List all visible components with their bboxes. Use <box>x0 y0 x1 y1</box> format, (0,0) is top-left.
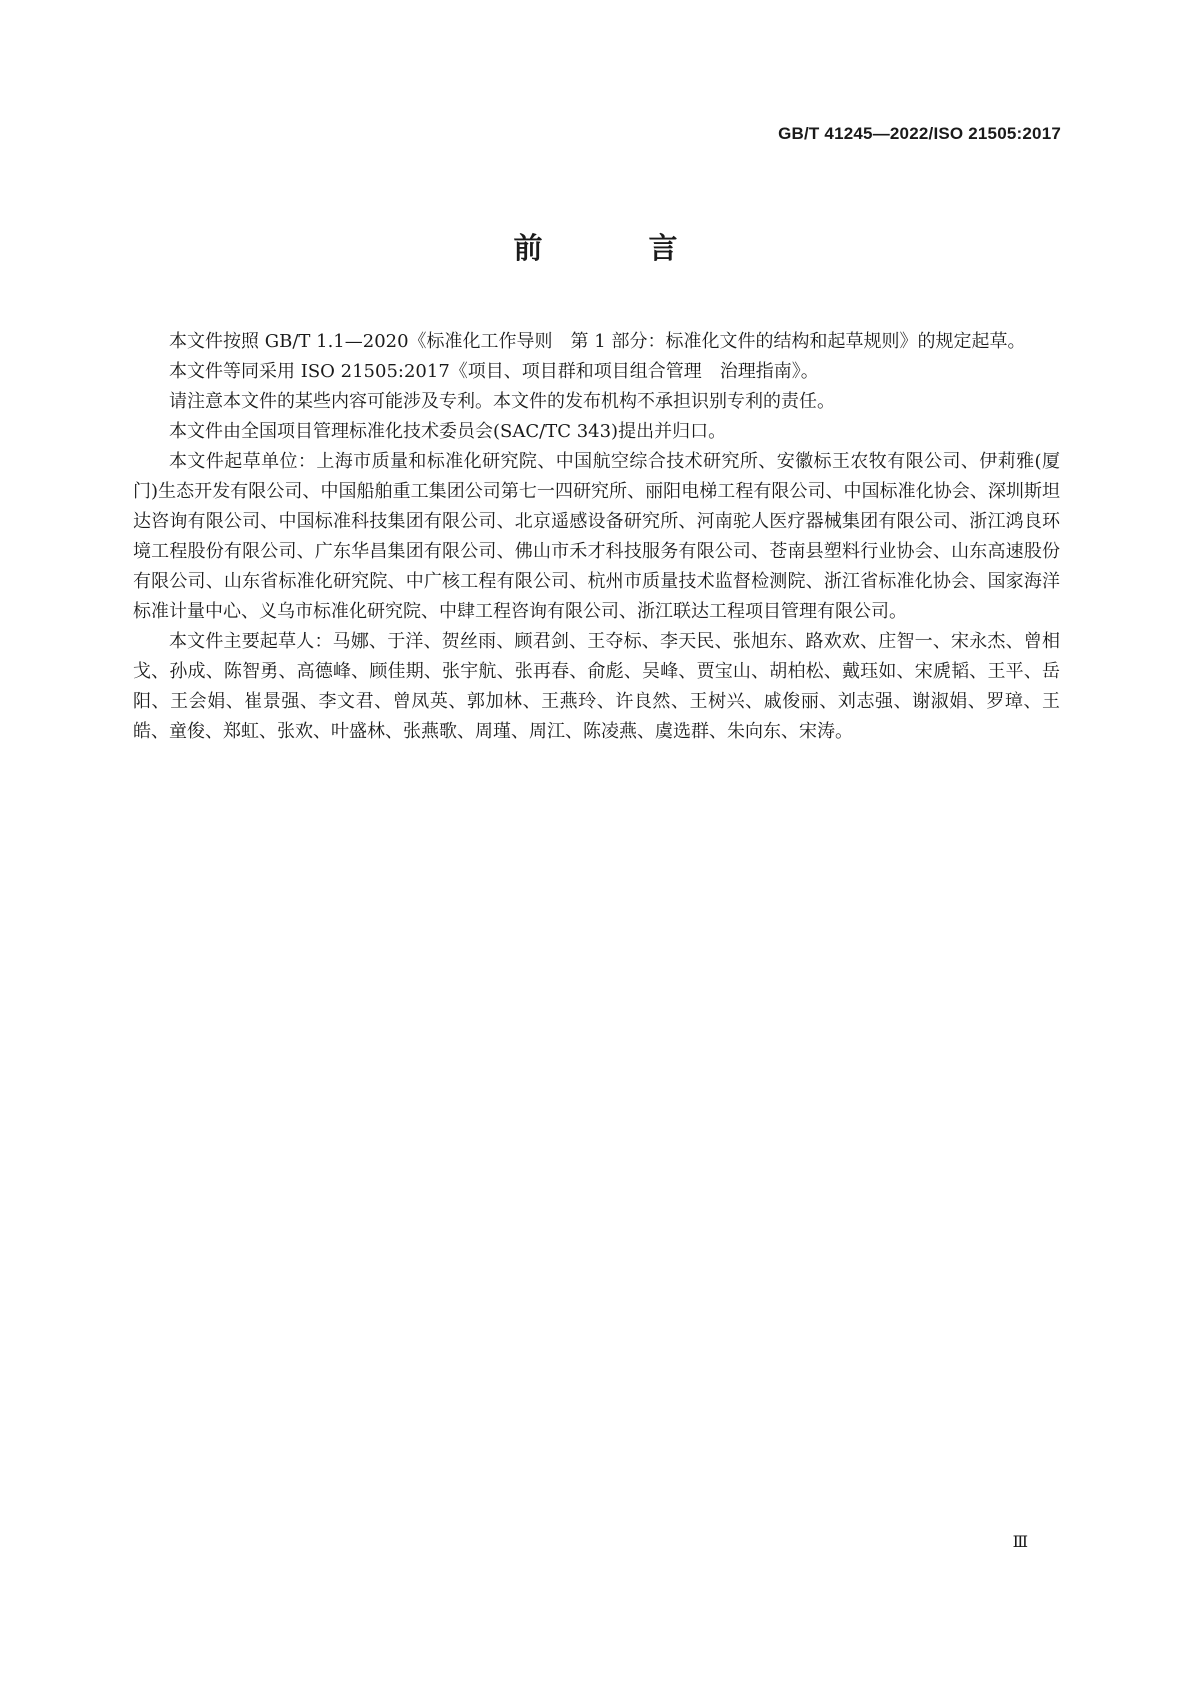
paragraph-drafters: 本文件主要起草人：马娜、于洋、贺丝雨、顾君剑、王夺标、李天民、张旭东、路欢欢、庄智一、宋永杰、曾相戈、孙成、陈智勇、高德峰、顾佳期、张宇航、张再春、俞彪、吴峰、贾宝山、胡柏松、戴珏如、宋虒韬、王平、岳阳、王会娟、崔景强、李文君、曾凤英、郭加林、王燕玲、许良然、王树兴、戚俊丽、刘志强、谢淑娟、罗璋、王皓、童俊、郑虹、张欢、叶盛林、张燕歌、周瑾、周江、陈凌燕、虞选群、朱向东、宋涛。 <box>133 631 1060 742</box>
paragraph-drafting-units: 本文件起草单位：上海市质量和标准化研究院、中国航空综合技术研究所、安徽标王农牧有限公司、伊莉雅(厦门)生态开发有限公司、中国船舶重工集团公司第七一四研究所、丽阳电梯工程有限公司、中国标准化协会、深圳斯坦达咨询有限公司、中国标准科技集团有限公司、北京遥感设备研究所、河南驼人医疗器械集团有限公司、浙江鸿良环境工程股份有限公司、广东华昌集团有限公司、佛山市禾才科技服务有限公司、苍南县塑料行业协会、山东高速股份有限公司、山东省标准化研究院、中广核工程有限公司、杭州市质量技术监督检测院、浙江省标准化协会、国家海洋标准计量中心、义乌市标准化研究院、中肆工程咨询有限公司、浙江联达工程项目管理有限公司。 <box>133 451 1060 622</box>
foreword-body <box>133 327 1060 747</box>
page-number: Ⅲ <box>1012 1532 1028 1551</box>
paragraph-proposer: 本文件由全国项目管理标准化技术委员会(SAC/TC 343)提出并归口。 <box>169 421 727 442</box>
paragraph-adoption: 本文件等同采用 ISO 21505:2017《项目、项目群和项目组合管理 治理指南》。 <box>169 361 819 382</box>
paragraph-drafting-rules: 本文件按照 GB/T 1.1—2020《标准化工作导则 第 1 部分：标准化文件的结构和起草规则》的规定起草。 <box>169 331 1026 352</box>
paragraph-patent-notice: 请注意本文件的某些内容可能涉及专利。本文件的发布机构不承担识别专利的责任。 <box>169 391 835 412</box>
standard-code: GB/T 41245—2022/ISO 21505:2017 <box>778 124 1061 143</box>
page-title: 前 言 <box>513 231 726 265</box>
